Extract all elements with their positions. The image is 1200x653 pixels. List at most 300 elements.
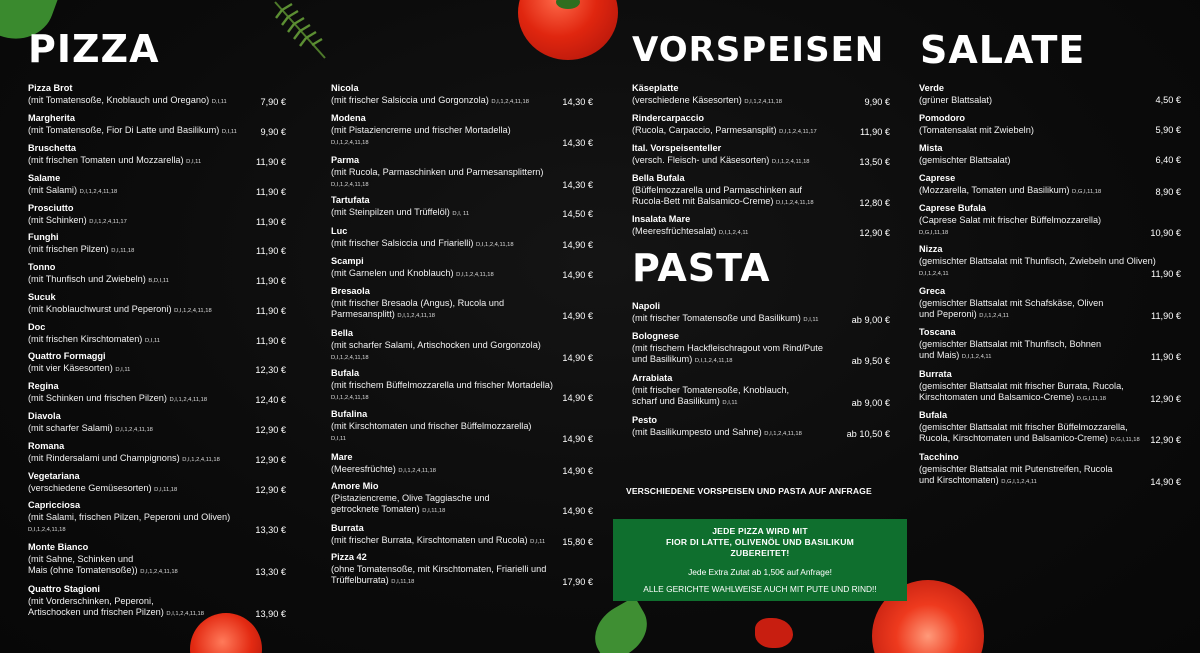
allergen-codes: D,I,1,2,4,11,18 xyxy=(28,527,66,533)
item-description-text: Kirschtomaten und Balsamico-Creme) xyxy=(919,392,1075,402)
item-description xyxy=(919,392,1181,406)
allergen-codes: D,I,1,2,4,11 xyxy=(961,354,992,360)
item-price: 14,90 € xyxy=(562,506,593,516)
menu-item xyxy=(331,409,593,446)
item-price: ab 10,50 € xyxy=(846,428,890,439)
item-name: Burrata xyxy=(919,369,952,379)
item-description-text: (Büffelmozzarella und Parmaschinken auf xyxy=(632,184,802,195)
item-description xyxy=(632,125,890,139)
item-description xyxy=(28,554,286,566)
item-price: 14,30 € xyxy=(562,180,593,190)
menu-item xyxy=(919,286,1181,323)
item-description xyxy=(632,343,890,355)
item-description-text: (mit Basilikumpesto und Sahne) xyxy=(632,426,762,437)
item-description xyxy=(28,334,286,348)
item-name: Burrata xyxy=(331,523,364,533)
item-description-text: Trüffelburrata) xyxy=(331,575,389,585)
menu-item xyxy=(632,214,890,239)
item-description xyxy=(331,238,593,252)
menu-item xyxy=(28,203,286,228)
allergen-codes: D,I,1,2,4,11,18 xyxy=(331,140,369,146)
item-description xyxy=(919,422,1181,434)
item-description-text: (gemischter Blattsalat mit Thunfisch, Bohnen xyxy=(919,338,1102,349)
item-price: 7,90 € xyxy=(260,96,286,107)
item-price: 17,90 € xyxy=(562,577,593,587)
item-description xyxy=(331,125,593,137)
item-description xyxy=(919,475,1181,489)
item-description xyxy=(632,95,890,109)
item-price: ab 9,50 € xyxy=(851,356,890,366)
item-price: 14,90 € xyxy=(562,434,593,444)
allergen-codes: D,I,1,2,4,11 xyxy=(919,271,949,277)
item-description-text: (gemischter Blattsalat mit Putenstreifen, Rucola xyxy=(919,463,1113,474)
item-name: Scampi xyxy=(331,256,364,266)
item-description-text: (mit Thunfisch und Zwiebeln) xyxy=(28,273,146,284)
item-description-text: und Peperoni) xyxy=(919,309,977,319)
menu-item xyxy=(919,203,1181,240)
info-line: ZUBEREITET! xyxy=(730,548,790,558)
item-price: 9,90 € xyxy=(260,126,286,137)
item-price: 11,90 € xyxy=(256,335,286,346)
heading-pizza: PIZZA xyxy=(28,27,160,71)
item-description xyxy=(28,215,286,229)
menu-item xyxy=(28,113,286,138)
menu-item xyxy=(28,381,286,406)
menu-item xyxy=(632,301,890,326)
item-description-text: (mit frischem Hackfleischragout vom Rind/Pute xyxy=(632,342,823,353)
item-description-text: (mit vier Käsesorten) xyxy=(28,362,113,373)
item-description-text: (mit Salami) xyxy=(28,184,78,195)
item-description xyxy=(919,298,1181,310)
allergen-codes: D,I,1,2,4,11,18 xyxy=(331,182,369,188)
allergen-codes: D,I,11 xyxy=(186,158,202,165)
item-description xyxy=(28,453,286,467)
item-description xyxy=(331,207,593,221)
menu-item xyxy=(28,83,286,108)
item-description-text: (Tomatensalat mit Zwiebeln) xyxy=(919,124,1034,135)
allergen-codes: D,G,I,11,18 xyxy=(1072,188,1102,195)
item-price: 11,90 € xyxy=(256,186,286,197)
menu-item xyxy=(632,173,890,210)
item-price: 14,90 € xyxy=(562,465,593,476)
allergen-codes: D,I,11 xyxy=(331,436,347,442)
item-description xyxy=(331,351,593,365)
item-price: 14,90 € xyxy=(562,269,593,280)
item-description-text: (mit Vorderschinken, Peperoni, xyxy=(28,595,154,606)
item-price: 14,30 € xyxy=(562,96,593,107)
allergen-codes: D,I,1,2,4,11,18 xyxy=(764,430,802,437)
item-price: 12,40 € xyxy=(255,394,286,405)
item-description xyxy=(632,226,890,240)
allergen-codes: D,G,I,11,18 xyxy=(919,230,949,236)
item-description xyxy=(919,381,1181,393)
item-description xyxy=(632,385,890,397)
item-name: Arrabiata xyxy=(632,373,673,383)
allergen-codes: D,I,1,2,4,11,18 xyxy=(694,358,733,364)
item-description-text: und Mais) xyxy=(919,350,960,360)
item-description-text: und Basilikum) xyxy=(632,354,693,364)
item-price: 11,90 € xyxy=(860,126,890,137)
item-description xyxy=(331,167,593,179)
item-description-text: (mit scharfer Salami, Artischocken und Gorgonzola) xyxy=(331,339,541,350)
menu-item xyxy=(331,256,593,281)
tomato-splash-icon xyxy=(755,618,793,648)
allergen-codes: D,I,1,2,4,11,18 xyxy=(140,569,178,575)
allergen-codes: D,I,1,2,4,11,18 xyxy=(79,188,118,195)
allergen-codes: D,I,1,2,4,11,18 xyxy=(182,456,220,463)
item-price: 15,80 € xyxy=(562,536,593,547)
item-description-text: (mit Kirschtomaten und frischer Büffelmozzarella) xyxy=(331,420,532,431)
item-name: Bufalina xyxy=(331,409,368,419)
allergen-codes: D,I,11 xyxy=(144,337,160,344)
item-name: Ital. Vorspeisenteller xyxy=(632,143,722,153)
allergen-codes: D,I,11 xyxy=(115,366,131,373)
allergen-codes: D,I,1,2,4,11,18 xyxy=(331,355,369,361)
menu-item xyxy=(632,113,890,138)
item-name: Bella Bufala xyxy=(632,173,685,183)
item-name: Sucuk xyxy=(28,292,56,302)
item-price: 5,90 € xyxy=(1155,124,1181,135)
item-name: Regina xyxy=(28,381,59,391)
item-description xyxy=(28,483,286,497)
pute-rind-note: ALLE GERICHTE WAHLWEISE AUCH MIT PUTE UND RIND!! xyxy=(643,584,877,594)
item-description-text: (mit Steinpilzen und Trüffelöl) xyxy=(331,206,450,217)
item-description xyxy=(919,350,1181,364)
item-description xyxy=(28,185,286,199)
menu-item xyxy=(28,542,286,579)
menu-item xyxy=(331,195,593,220)
allergen-codes: D,I,11,18 xyxy=(111,247,135,254)
allergen-codes: D,I,1,2,4,11,18 xyxy=(166,611,205,617)
menu-item xyxy=(28,471,286,496)
item-name: Parma xyxy=(331,155,360,165)
item-description xyxy=(331,535,593,549)
menu-item xyxy=(28,173,286,198)
item-price: 11,90 € xyxy=(256,156,286,167)
item-name: Nicola xyxy=(331,83,359,93)
item-description-text: (mit frischen Kirschtomaten) xyxy=(28,333,143,344)
item-price: 11,90 € xyxy=(256,245,286,256)
item-description-text: (Caprese Salat mit frischer Büffelmozzarella) xyxy=(919,214,1102,225)
item-description xyxy=(632,185,890,197)
item-description xyxy=(28,393,286,407)
item-description xyxy=(331,340,593,352)
allergen-codes: D,I,11,18 xyxy=(422,508,446,514)
item-description xyxy=(331,464,593,478)
item-name: Monte Bianco xyxy=(28,542,89,552)
allergen-codes: D,I,1,2,4,11 xyxy=(718,229,749,236)
menu-item xyxy=(28,232,286,257)
item-price: 10,90 € xyxy=(1150,228,1181,238)
item-description-text: (mit frischer Tomatensoße und Basilikum) xyxy=(632,312,801,323)
item-description-text: (verschiedene Gemüsesorten) xyxy=(28,482,152,493)
item-description xyxy=(331,136,593,150)
item-name: Bresaola xyxy=(331,286,370,296)
item-description-text: (mit Rucola, Parmaschinken und Parmesansplittern) xyxy=(331,166,544,177)
menu-item xyxy=(331,452,593,477)
allergen-codes: D,I,1,2,4,11,18 xyxy=(456,271,494,278)
item-name: Greca xyxy=(919,286,946,296)
menu-item xyxy=(331,523,593,548)
menu-item xyxy=(28,441,286,466)
item-description-text: (mit Knoblauchwurst und Peperoni) xyxy=(28,303,172,314)
menu-item xyxy=(331,113,593,150)
menu-item xyxy=(919,244,1181,281)
item-name: Tonno xyxy=(28,262,56,272)
item-name: Prosciutto xyxy=(28,203,74,213)
allergen-codes: D,I,11 xyxy=(722,400,738,406)
item-description xyxy=(919,464,1181,476)
item-name: Doc xyxy=(28,322,46,332)
item-description xyxy=(28,596,286,608)
heading-salate: SALATE xyxy=(920,28,1086,72)
allergen-codes: D,I,11 xyxy=(530,538,546,545)
allergen-codes: D,I,11,18 xyxy=(391,579,415,585)
item-description-text: (mit frischem Büffelmozzarella und frischer Mortadella) xyxy=(331,379,553,390)
item-name: Capricciosa xyxy=(28,500,81,510)
allergen-codes: D,I,1,2,4,11,18 xyxy=(331,395,369,401)
item-name: Salame xyxy=(28,173,61,183)
tomato-icon xyxy=(518,0,618,60)
allergen-codes: D,I,11 xyxy=(221,128,237,135)
item-description xyxy=(919,339,1181,351)
item-name: Modena xyxy=(331,113,366,123)
item-description-text: (mit frischer Burrata, Kirschtomaten und Rucola) xyxy=(331,534,528,545)
item-price: 8,90 € xyxy=(1155,186,1181,197)
menu-item xyxy=(28,262,286,287)
basil-leaf-icon xyxy=(584,597,657,653)
menu-item xyxy=(331,552,593,589)
item-price: 12,90 € xyxy=(1150,394,1181,404)
item-name: Quattro Formaggi xyxy=(28,351,106,361)
item-name: Vegetariana xyxy=(28,471,80,481)
item-name: Caprese xyxy=(919,173,956,183)
item-description-text: (versch. Fleisch- und Käsesorten) xyxy=(632,154,770,165)
item-description xyxy=(919,256,1181,268)
allergen-codes: D,G,I,11,18 xyxy=(1076,396,1107,402)
item-description xyxy=(331,421,593,433)
item-description-text: Rucola-Bett mit Balsamico-Creme) xyxy=(632,196,774,206)
item-description xyxy=(331,309,593,323)
menu-item xyxy=(919,410,1181,447)
item-description-text: (mit Garnelen und Knoblauch) xyxy=(331,267,454,278)
item-name: Diavola xyxy=(28,411,61,421)
allergen-codes: D,I,1,2,4,11,18 xyxy=(491,98,529,105)
allergen-codes: D,I,1,2,4,11,18 xyxy=(174,307,212,314)
item-price: 12,90 € xyxy=(255,454,286,465)
item-description-text: Mais (ohne Tomatensoße)) xyxy=(28,565,138,575)
item-price: 11,90 € xyxy=(256,275,286,286)
allergen-codes: D,I,1,2,4,11,18 xyxy=(476,241,514,248)
item-name: Toscana xyxy=(919,327,956,337)
item-description xyxy=(331,432,593,446)
item-name: Tartufata xyxy=(331,195,370,205)
item-description xyxy=(28,244,286,258)
item-description-text: (mit frischer Salsiccia und Friarielli) xyxy=(331,237,474,248)
item-price: 14,90 € xyxy=(562,393,593,403)
allergen-codes: D,I,1,2,4,11,17 xyxy=(89,218,127,225)
heading-pasta: PASTA xyxy=(632,246,771,290)
item-price: 11,90 € xyxy=(1151,311,1181,321)
item-name: Luc xyxy=(331,226,348,236)
menu-item xyxy=(28,500,286,537)
item-price: 4,50 € xyxy=(1155,94,1181,105)
item-description-text: und Kirschtomaten) xyxy=(919,475,999,485)
item-description xyxy=(28,125,286,139)
item-name: Rindercarpaccio xyxy=(632,113,704,123)
item-name: Pomodoro xyxy=(919,113,965,123)
item-name: Romana xyxy=(28,441,65,451)
menu-item xyxy=(331,481,593,518)
item-name: Pizza Brot xyxy=(28,83,73,93)
info-line: FIOR DI LATTE, OLIVENÖL UND BASILIKUM xyxy=(665,537,855,547)
allergen-codes: D,I,1,2,4,11,18 xyxy=(169,396,208,403)
item-price: 12,90 € xyxy=(255,424,286,435)
item-name: Nizza xyxy=(919,244,943,254)
item-description xyxy=(331,493,593,505)
menu-item xyxy=(331,368,593,405)
menu-item xyxy=(331,155,593,192)
menu-item xyxy=(919,143,1181,166)
item-name: Pesto xyxy=(632,415,658,425)
item-name: Caprese Bufala xyxy=(919,203,986,213)
menu-item xyxy=(632,143,890,168)
item-description-text: (mit frischer Tomatensoße, Knoblauch, xyxy=(632,384,790,395)
item-price: 13,30 € xyxy=(255,525,286,535)
item-description-text: Parmesansplitt) xyxy=(331,309,395,319)
item-name: Verde xyxy=(919,83,945,93)
item-description-text: (Rucola, Carpaccio, Parmesansplit) xyxy=(632,124,777,135)
item-price: 13,90 € xyxy=(255,609,286,619)
menu-item xyxy=(919,452,1181,489)
item-price: 12,80 € xyxy=(859,198,890,208)
menu-item xyxy=(331,328,593,365)
item-price: 14,90 € xyxy=(562,353,593,363)
item-description-text: scharf und Basilikum) xyxy=(632,396,720,406)
item-description xyxy=(28,512,286,524)
item-description-text: (mit frischer Salsiccia und Gorgonzola) xyxy=(331,94,489,105)
item-name: Margherita xyxy=(28,113,75,123)
menu-item xyxy=(919,369,1181,406)
item-description xyxy=(919,125,1181,137)
menu-item xyxy=(28,143,286,168)
item-description-text: (Meeresfrüchtesalat) xyxy=(632,225,717,236)
item-price: 11,90 € xyxy=(256,305,286,316)
item-description-text: (verschiedene Käsesorten) xyxy=(632,94,742,105)
item-price: 12,30 € xyxy=(255,364,286,375)
extra-ingredient-note: Jede Extra Zutat ab 1,50€ auf Anfrage! xyxy=(688,567,832,577)
item-price: 14,50 € xyxy=(562,208,593,219)
item-description-text: (mit frischer Bresaola (Angus), Rucola und xyxy=(331,297,505,308)
menu-item xyxy=(28,351,286,376)
item-description-text: (gemischter Blattsalat mit Schafskäse, Oliven xyxy=(919,297,1104,308)
item-price: 12,90 € xyxy=(1150,435,1181,445)
item-price: 12,90 € xyxy=(859,227,890,238)
item-description xyxy=(919,215,1181,227)
item-description-text: (Meeresfrüchte) xyxy=(331,463,396,474)
item-description-text: (Pistaziencreme, Olive Taggiasche und xyxy=(331,492,490,503)
item-description-text: (grüner Blattsalat) xyxy=(919,94,993,105)
item-description xyxy=(28,155,286,169)
allergen-codes: D,I,1,2,4,11,18 xyxy=(397,313,435,319)
allergen-codes: D,I,11 xyxy=(803,316,819,323)
item-description-text: Rucola, Kirschtomaten und Balsamico-Creme) xyxy=(919,433,1108,443)
item-description xyxy=(919,95,1181,107)
allergen-codes: B,D,I,11 xyxy=(148,277,169,284)
allergen-codes: D,I,1,2,4,11,18 xyxy=(775,200,814,206)
item-name: Bella xyxy=(331,328,353,338)
item-name: Quattro Stagioni xyxy=(28,584,100,594)
menu-item xyxy=(632,331,890,368)
item-description-text: (gemischter Blattsalat mit frischer Burrata, Rucola, xyxy=(919,380,1124,391)
item-description xyxy=(28,304,286,318)
menu-item xyxy=(919,327,1181,364)
menu-item xyxy=(28,584,286,621)
item-description xyxy=(331,380,593,405)
menu-item xyxy=(28,322,286,347)
item-price: 14,90 € xyxy=(562,239,593,250)
item-description-text: (gemischter Blattsalat) xyxy=(919,154,1011,165)
allergen-codes: D,I,1,2,4,11,18 xyxy=(398,467,437,474)
menu-item xyxy=(331,286,593,323)
item-description-text: (mit Sahne, Schinken und xyxy=(28,553,134,564)
item-name: Napoli xyxy=(632,301,661,311)
item-description xyxy=(28,607,286,621)
item-price: 11,90 € xyxy=(256,216,286,227)
item-description xyxy=(919,309,1181,323)
allergen-codes: D,G,I,11,18 xyxy=(1110,437,1140,443)
item-description-text: (mit Salami, frischen Pilzen, Peperoni und Oliven) xyxy=(28,511,231,522)
allergen-codes: D,I,1,2,4,11,17 xyxy=(779,128,817,135)
item-description xyxy=(919,433,1181,447)
item-description-text: (Mozzarella, Tomaten und Basilikum) xyxy=(919,184,1070,195)
item-description xyxy=(331,95,593,109)
menu-item xyxy=(632,83,890,108)
allergen-codes: D,I, 11 xyxy=(452,210,470,217)
item-description-text: getrocknete Tomaten) xyxy=(331,504,420,514)
heading-vorspeisen: VORSPEISEN xyxy=(632,30,885,70)
item-price: 13,30 € xyxy=(255,567,286,577)
menu-item xyxy=(28,292,286,317)
item-price: ab 9,00 € xyxy=(851,314,890,325)
item-description-text: (mit Pistaziencreme und frischer Mortadella) xyxy=(331,124,511,135)
item-name: Pizza 42 xyxy=(331,552,367,562)
item-description-text: (mit Schinken und frischen Pilzen) xyxy=(28,392,167,403)
item-description xyxy=(331,178,593,192)
item-description xyxy=(632,196,890,210)
item-description-text: (mit Rindersalami und Champignons) xyxy=(28,452,180,463)
item-description xyxy=(632,155,890,169)
menu-item xyxy=(331,83,593,108)
item-name: Mare xyxy=(331,452,353,462)
item-description xyxy=(28,565,286,579)
item-description xyxy=(28,523,286,537)
menu-item xyxy=(331,226,593,251)
item-description-text: (mit Schinken) xyxy=(28,214,87,225)
item-price: 14,90 € xyxy=(1150,477,1181,487)
item-description xyxy=(919,185,1181,199)
item-name: Bufala xyxy=(919,410,948,420)
item-name: Bufala xyxy=(331,368,360,378)
item-description xyxy=(28,95,286,109)
item-name: Mista xyxy=(919,143,943,153)
item-price: 6,40 € xyxy=(1155,154,1181,165)
item-name: Amore Mio xyxy=(331,481,379,491)
item-description-text: (mit frischen Pilzen) xyxy=(28,243,109,254)
allergen-codes: D,I,1,2,4,11,18 xyxy=(771,158,810,165)
item-description xyxy=(28,363,286,377)
allergen-codes: D,I,11,18 xyxy=(154,486,178,493)
